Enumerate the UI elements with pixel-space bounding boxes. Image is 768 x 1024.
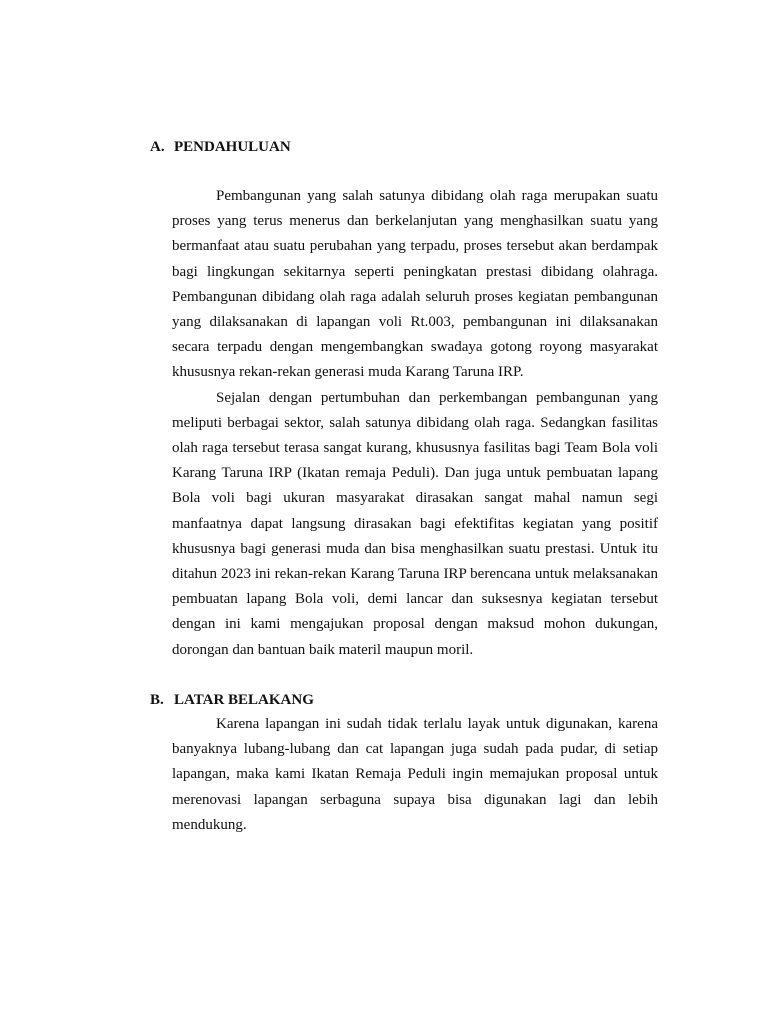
paragraph: Sejalan dengan pertumbuhan dan perkembangan pembangunan yang meliputi berbagai sektor, salah satunya dibidang olah raga. Sedangkan fasilitas olah raga tersebut terasa sangat kurang, khususnya fasilitas bagi Team Bola voli Karang Taruna IRP (Ikatan remaja Peduli). Dan juga untuk pembuatan lapang Bola voli bagi ukuran masyarakat dirasakan sangat mahal namun segi manfaatnya dapat langsung dirasakan bagi efektifitas kegiatan yang positif khususnya bagi generasi muda dan bisa menghasilkan suatu prestasi. Untuk itu ditahun 2023 ini rekan-rekan Karang Taruna IRP berencana untuk melaksanakan pembuatan lapang Bola voli, demi lancar dan suksesnya kegiatan tersebut dengan ini kami mengajukan proposal dengan maksud mohon dukungan, dorongan dan bantuan baik materil maupun moril.	[172, 389, 658, 658]
section-heading	[150, 137, 291, 157]
section-letter: A.	[150, 139, 165, 155]
section-letter: B.	[150, 692, 164, 708]
section-body	[172, 184, 658, 663]
paragraph: Pembangunan yang salah satunya dibidang olah raga merupakan suatu proses yang terus menerus dan berkelanjutan yang menghasilkan suatu yang bermanfaat atau suatu perubahan yang terpadu, proses tersebut akan berdampak bagi lingkungan sekitarnya seperti peningkatan prestasi dibidang olahraga. Pembangunan dibidang olah raga adalah seluruh proses kegiatan pembangunan yang dilaksanakan di lapangan voli Rt.003, pembangunan ini dilaksanakan secara terpadu dengan mengembangkan swadaya gotong royong masyarakat khususnya rekan-rekan generasi muda Karang Taruna IRP.	[172, 188, 658, 381]
section-title: PENDAHULUAN	[174, 139, 291, 155]
paragraph: Karena lapangan ini sudah tidak terlalu layak untuk digunakan, karena banyaknya lubang-lubang dan cat lapangan juga sudah pada pudar, di setiap lapangan, maka kami Ikatan Remaja Peduli ingin memajukan proposal untuk merenovasi lapangan serbaguna supaya bisa digunakan lagi dan lebih mendukung.	[172, 716, 658, 833]
section-title: LATAR BELAKANG	[174, 692, 314, 708]
section-body	[172, 712, 658, 838]
section-heading	[150, 690, 314, 710]
